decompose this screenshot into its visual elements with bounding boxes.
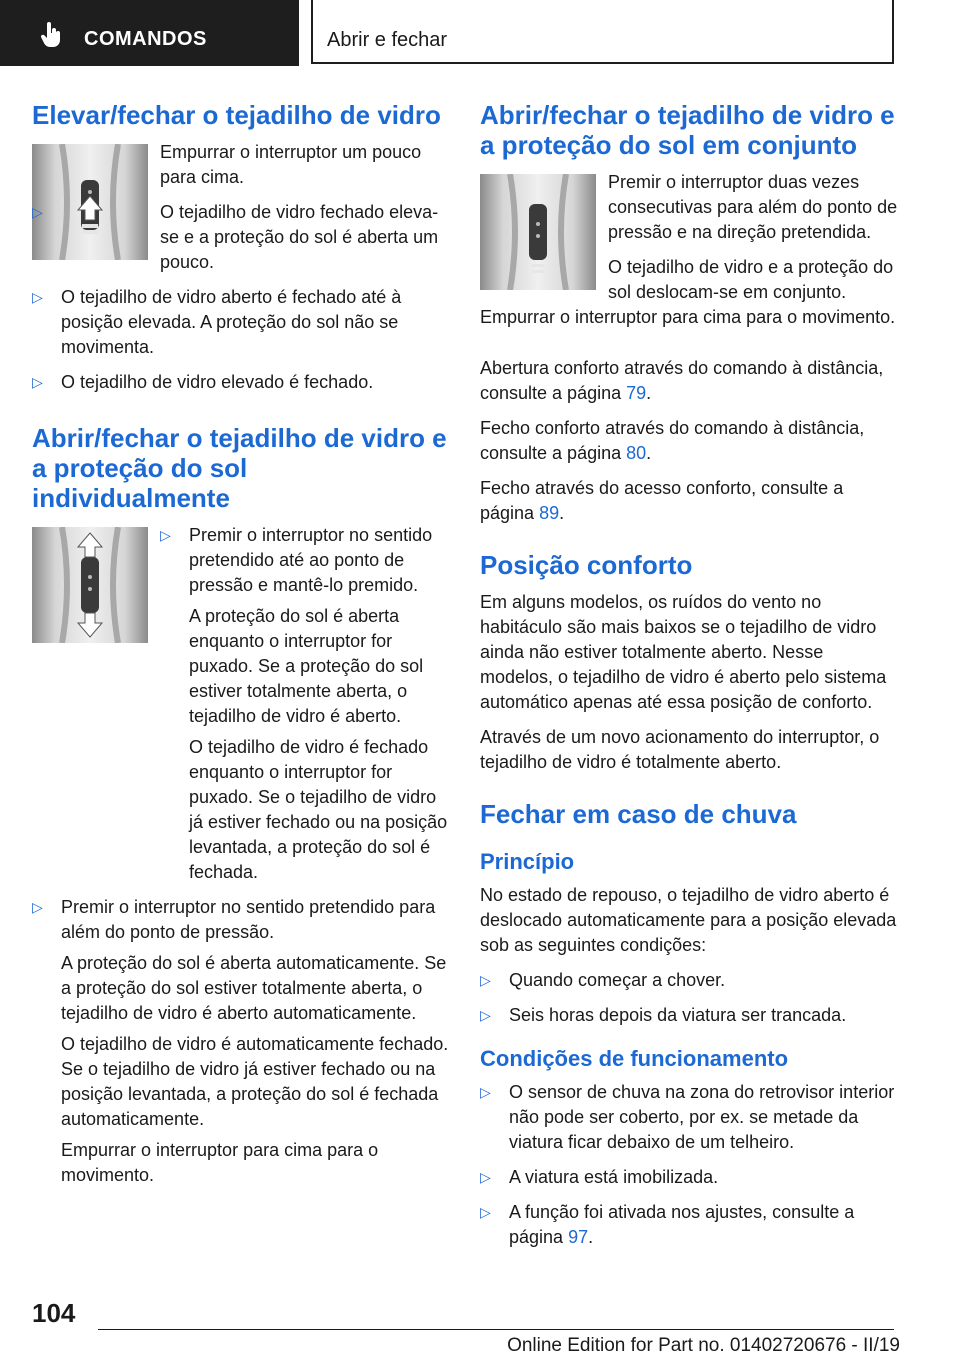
roof-switch-double-image xyxy=(480,174,596,290)
bullet-triangle-icon: ▷ xyxy=(32,374,43,390)
paragraph: O tejadilho de vidro é automaticamente fechado. Se o tejadilho de vidro já estiver fechado ou na posição levantada, a proteção do sol é fechada automaticamente. xyxy=(61,1034,449,1129)
heading-raise-close: Elevar/fechar o tejadilho de vidro xyxy=(32,100,441,130)
page-link[interactable]: 79 xyxy=(626,383,647,403)
heading-comfort-position: Posição conforto xyxy=(480,550,693,580)
paragraph: A proteção do sol é aberta automaticamente. Se a proteção do sol estiver totalmente aberta, o tejadilho de vidro é aberto automaticamente. xyxy=(61,953,447,1023)
raise-close-block xyxy=(32,140,450,285)
section-title: COMANDOS xyxy=(84,28,207,50)
individual-bullets-2 xyxy=(32,895,450,1188)
bullet-triangle-icon: ▷ xyxy=(480,1169,491,1185)
comfort-position-desc-2: Através de um novo acionamento do interruptor, o tejadilho de vidro é totalmente aberto. xyxy=(480,727,880,772)
individual-block xyxy=(32,523,450,895)
raise-close-bullets-inline xyxy=(32,200,450,275)
principle-bullets xyxy=(480,968,898,1028)
bullet-triangle-icon: ▷ xyxy=(480,1204,491,1220)
page-link[interactable]: 89 xyxy=(539,503,560,523)
heading-together: Abrir/fechar o tejadilho de vidro e a proteção do sol em conjunto xyxy=(480,100,895,160)
heading-principle: Princípio xyxy=(480,849,575,874)
paragraph: O tejadilho de vidro é fechado enquanto o interruptor for puxado. Se o tejadilho de vidro já estiver fechado ou na posição levantada, a proteção do sol é fechada. xyxy=(189,737,448,882)
together-intro: Premir o interruptor duas vezes consecutivas para além do ponto de pressão e na direção pretendida. xyxy=(608,172,898,242)
subsection-tab xyxy=(311,0,894,64)
heading-rain-close: Fechar em caso de chuva xyxy=(480,799,797,829)
list-item: ▷ O tejadilho de vidro elevado é fechado. xyxy=(32,370,450,395)
together-block xyxy=(480,170,898,340)
subsection-title: Abrir e fechar xyxy=(327,29,448,51)
heading-conditions: Condições de funcionamento xyxy=(480,1046,789,1071)
bullet-triangle-icon: ▷ xyxy=(32,899,43,915)
comfort-close-remote: Fecho conforto através do comando à distância, consulte a página 80. xyxy=(480,418,865,463)
principle-desc: No estado de repouso, o tejadilho de vidro aberto é deslocado automaticamente para a posição elevada sob as seguintes condições: xyxy=(480,885,897,955)
left-column xyxy=(32,100,450,1198)
section-tab xyxy=(0,0,299,66)
bullet-triangle-icon: ▷ xyxy=(160,527,171,543)
list-item: ▷ A função foi ativada nos ajustes, consulte a página 97. xyxy=(480,1202,855,1247)
heading-individual: Abrir/fechar o tejadilho de vidro e a proteção do sol individualmente xyxy=(32,423,447,513)
bullet-triangle-icon: ▷ xyxy=(480,1007,491,1023)
page-link[interactable]: 80 xyxy=(626,443,647,463)
paragraph: A proteção do sol é aberta enquanto o interruptor for puxado. Se a proteção do sol estiver totalmente aberta, o tejadilho de vidro é aberto. xyxy=(189,606,424,726)
roof-switch-updown-image xyxy=(32,527,148,643)
bullet-triangle-icon: ▷ xyxy=(32,204,43,220)
bullet-triangle-icon: ▷ xyxy=(32,289,43,305)
list-item: ▷ Premir o interruptor no sentido pretendido até ao ponto de pressão e mantê-lo premido. A proteção do sol é aberta enquanto o interruptor for puxado. Se a proteção do sol estiver totalmente aberta, o tejadilho de vidro é aberto. O tejadilho de vidro é fechado enquanto o interruptor for puxado. Se o tejadilho de vidro já estiver fechado ou na posição levantada, a proteção do sol é fechada. xyxy=(160,523,450,885)
raise-close-bullets xyxy=(32,285,450,395)
right-column xyxy=(480,100,898,1260)
bullet-triangle-icon: ▷ xyxy=(480,1084,491,1100)
list-item: ▷ O sensor de chuva na zona do retrovisor interior não pode ser coberto, por ex. se metade da viatura ficar debaixo de um telheiro. xyxy=(480,1082,895,1152)
comfort-access-close: Fecho através do acesso conforto, consulte a página 89. xyxy=(480,478,844,523)
list-item: ▷ A viatura está imobilizada. xyxy=(480,1165,898,1190)
conditions-bullets xyxy=(480,1080,898,1250)
footer-divider xyxy=(98,1329,894,1330)
comfort-open-remote: Abertura conforto através do comando à distância, consulte a página 79. xyxy=(480,358,884,403)
list-item: ▷ Seis horas depois da viatura ser trancada. xyxy=(480,1003,898,1028)
page-header xyxy=(0,0,960,66)
list-item: ▷ O tejadilho de vidro aberto é fechado até à posição elevada. A proteção do sol não se movimenta. xyxy=(32,287,402,357)
list-item: ▷ Premir o interruptor no sentido pretendido para além do ponto de pressão. A proteção do sol é aberta automaticamente. Se a proteção do sol estiver totalmente aberta, o tejadilho de vidro é aberto automaticamente. O tejadilho de vidro é automaticamente fechado. Se o tejadilho de vidro já estiver fechado ou na posição levantada, a proteção do sol é fechada automaticamente. Empurrar o interruptor para cima para o movimento. xyxy=(32,895,450,1188)
paragraph: Empurrar o interruptor para cima para o movimento. xyxy=(61,1140,379,1185)
page-link[interactable]: 97 xyxy=(568,1227,589,1247)
edition-note: Online Edition for Part no. 01402720676 - II/19 xyxy=(507,1335,900,1356)
bullet-triangle-icon: ▷ xyxy=(480,972,491,988)
list-item: ▷ Quando começar a chover. xyxy=(480,968,898,993)
page-number: 104 xyxy=(32,1298,76,1328)
comfort-position-desc: Em alguns modelos, os ruídos do vento no habitáculo são mais baixos se o tejadilho de vidro ainda não estiver totalmente aberto. Nesse modelos, o tejadilho de vidro é aberto pelo sistema automático apenas até essa posição de conforto. xyxy=(480,592,887,712)
together-desc: O tejadilho de vidro e a proteção do sol deslocam-se em conjunto. Empurrar o interruptor para cima para o movimento. xyxy=(480,257,896,327)
raise-close-intro: Empurrar o interruptor um pouco para cima. xyxy=(160,142,422,187)
hand-pointer-icon xyxy=(40,22,64,48)
list-item: ▷ O tejadilho de vidro fechado eleva-se e a proteção do sol é aberta um pouco. xyxy=(32,202,439,272)
